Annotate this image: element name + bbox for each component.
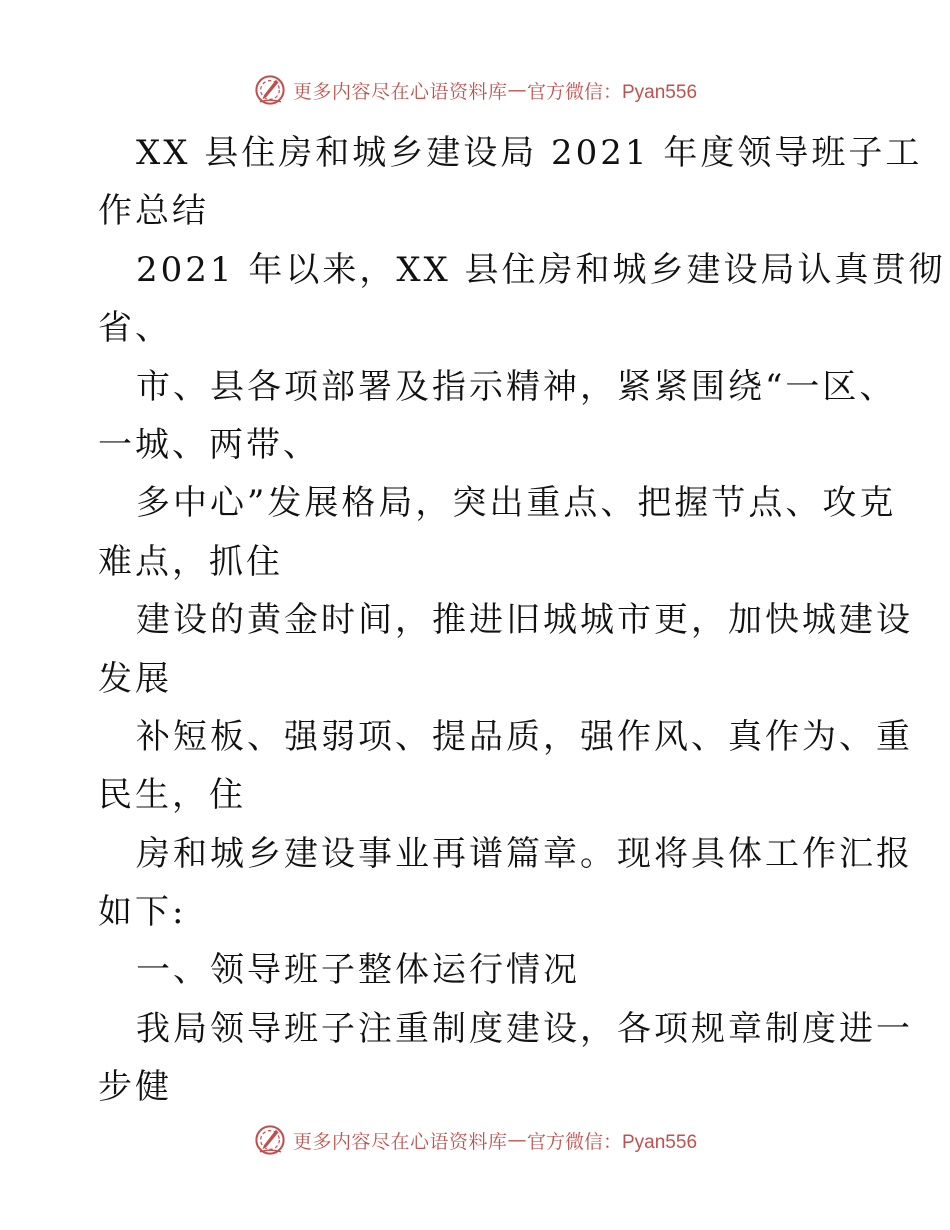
document-line: 2021 年以来，XX 县住房和城乡建设局认真贯彻 bbox=[136, 249, 946, 290]
watermark-dash: — bbox=[507, 79, 527, 101]
document-line: 难点，抓住 bbox=[98, 541, 283, 582]
document-line: 发展 bbox=[98, 658, 172, 699]
document-line: 建设的黄金时间，推进旧城城市更，加快城建设 bbox=[136, 600, 913, 641]
document-line: 民生，住 bbox=[98, 775, 246, 816]
pen-logo-icon bbox=[253, 73, 287, 107]
document-line: 一、领导班子整体运行情况 bbox=[136, 950, 580, 991]
document-line: 补短板、强弱项、提品质，强作风、真作为、重 bbox=[136, 716, 913, 757]
document-line: 如下: bbox=[98, 892, 187, 933]
watermark-promo-text: 更多内容尽在心语资料库 bbox=[292, 80, 508, 103]
watermark-contact-text: 官方微信：Pyan556 bbox=[527, 1131, 698, 1153]
watermark-banner-top bbox=[0, 70, 950, 110]
document-line: 多中心”发展格局，突出重点、把握节点、攻克 bbox=[136, 483, 897, 524]
watermark-promo-text: 更多内容尽在心语资料库 bbox=[292, 1130, 508, 1153]
document-line: 省、 bbox=[98, 308, 172, 349]
document-line: 作总结 bbox=[98, 191, 209, 232]
document-line: 市、县各项部署及指示精神，紧紧围绕“一区、 bbox=[136, 366, 897, 407]
document-line: 一城、两带、 bbox=[98, 424, 320, 465]
watermark-contact-text: 官方微信：Pyan556 bbox=[527, 81, 698, 103]
document-line: 我局领导班子注重制度建设，各项规章制度进一 bbox=[136, 1008, 913, 1049]
watermark-dash: — bbox=[507, 1129, 527, 1151]
document-line: XX 县住房和城乡建设局 2021 年度领导班子工 bbox=[136, 133, 923, 173]
document-line: 步健 bbox=[98, 1067, 172, 1108]
document-body bbox=[98, 124, 946, 1117]
pen-logo-icon bbox=[253, 1123, 287, 1157]
document-line: 房和城乡建设事业再谱篇章。现将具体工作汇报 bbox=[136, 833, 913, 874]
watermark-banner-bottom bbox=[0, 1120, 950, 1160]
